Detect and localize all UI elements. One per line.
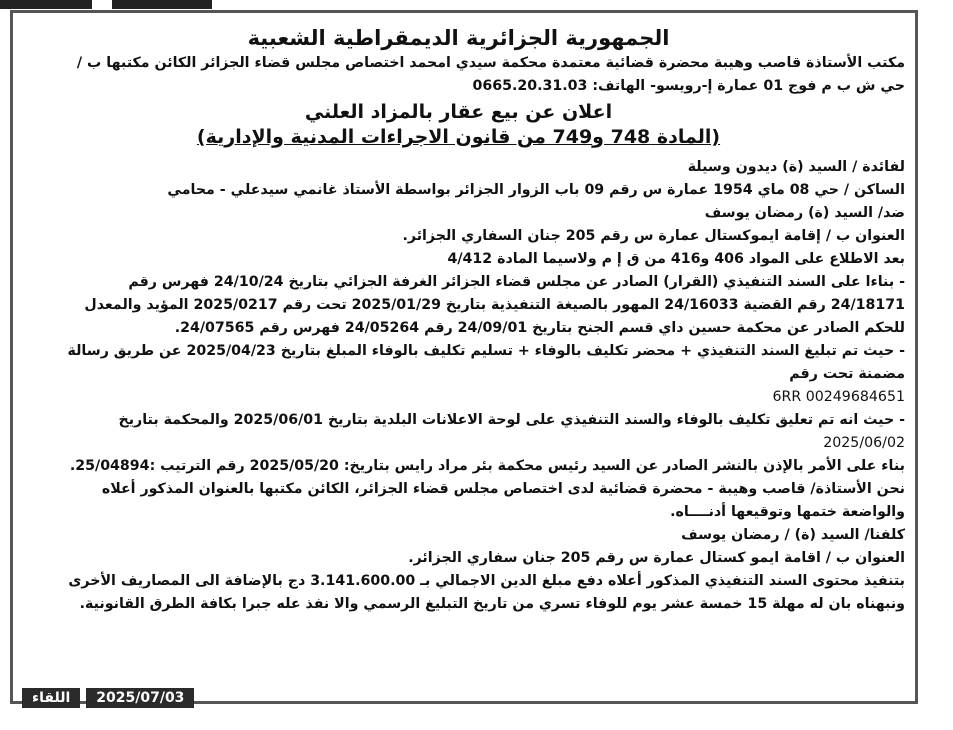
paragraph-1-line-3: للحكم الصادر عن محكمة حسين داي قسم الجنح بتاريخ 24/09/01 رقم 24/05264 فهرس رقم 24/07565. — [174, 320, 905, 336]
paragraph-1-line-2: 24/18171 رقم القضية 24/16033 المهور بالصيغة التنفيذية بتاريخ 2025/01/29 تحت رقم 2025/0217 المؤيد والمعدل — [84, 297, 905, 313]
summoned-party: كلفنا/ السيد (ة) / رمضان يوسف — [681, 527, 905, 543]
articles-text: (المادة 748 و749 من قانون الاجراءات المدنية والإدارية) — [196, 126, 721, 148]
top-strip-right — [112, 0, 212, 9]
publication-order: بناء على الأمر بالإذن بالنشر الصادر عن السيد رئيس محكمة بئر مراد رايس بتاريخ: 2025/05/20 رقم الترتيب :25/04894. — [69, 458, 905, 474]
beneficiary-address: الساكن / حي 08 ماي 1954 عمارة س رقم 09 باب الزوار الجزائر بواسطة الأستاذ غانمي سيدعلي - محامي — [167, 182, 905, 198]
execution-line-1: بتنفيذ محتوى السند التنفيذي المذكور أعلاه دفع مبلغ الدين الاجمالي بـ 3.141.600.00 دج بالإضافة الى المصاريف الأخرى — [68, 573, 905, 589]
beneficiary-line: لفائدة / السيد (ة) ديدون وسيلة — [687, 159, 905, 175]
articles-heading — [12, 124, 905, 150]
paragraph-3-line-2: 2025/06/02 — [823, 435, 905, 451]
paragraph-3-line-1: - حيث انه تم تعليق تكليف بالوفاء والسند التنفيذي على لوحة الاعلانات البلدية بتاريخ 2025/06/01 والمحكمة بتاريخ — [118, 412, 905, 428]
newspaper-name: اللقاء — [22, 688, 80, 708]
articles-reference: بعد الاطلاع على المواد 406 و416 من ق إ م ولاسيما المادة 4/412 — [447, 251, 905, 267]
notice-content — [12, 24, 905, 616]
footer-bar — [22, 688, 194, 708]
execution-line-2: ونبهناه بان له مهلة 15 خمسة عشر يوم للوفاء تسري من تاريخ التبليغ الرسمي والا نفذ عله جبرا بكافة الطرق القانونية. — [79, 596, 905, 612]
paragraph-1-line-1: - بناءا على السند التنفيذي (القرار) الصادر عن مجلس قضاء الجزائر الغرفة الجزائي بتاريخ 24/10/24 فهرس رقم — [128, 274, 905, 290]
office-line-2: حي ش ب م فوج 01 عمارة إ-رويسو- الهاتف: 0665.20.31.03 — [472, 78, 905, 94]
publication-date: 2025/07/03 — [86, 688, 194, 708]
bailiff-line-2: والواضعة ختمها وتوقيعها أدنــــاه. — [670, 504, 905, 520]
bailiff-line-1: نحن الأستاذة/ قاصب وهيبة - محضرة قضائية لدى اختصاص مجلس قضاء الجزائر، الكائن مكتبها بالعنوان المذكور أعلاه — [101, 481, 905, 497]
defendant-address: العنوان ب / إقامة ايموكستال عمارة س رقم 205 جنان السفاري الجزائر. — [402, 228, 905, 244]
top-strip-left — [0, 0, 92, 9]
defendant-line: ضد/ السيد (ة) رمضان يوسف — [704, 205, 905, 221]
office-line-1: مكتب الأستاذة قاصب وهيبة محضرة قضائية معتمدة محكمة سيدي امحمد اختصاص مجلس قضاء الجزائر الكائن مكتبها ب / — [76, 55, 905, 71]
paragraph-2-line-2: مضمنة تحت رقم — [789, 366, 905, 382]
republic-title: الجمهورية الجزائرية الديمقراطية الشعبية — [247, 26, 670, 50]
summoned-address: العنوان ب / اقامة ايمو كستال عمارة س رقم 205 جنان سفاري الجزائر. — [408, 550, 905, 566]
announcement-title: اعلان عن بيع عقار بالمزاد العلني — [304, 101, 613, 123]
paragraph-2-line-1: - حيث تم تبليغ السند التنفيذي + محضر تكليف بالوفاء + تسليم تكليف بالوفاء المبلغ بتاريخ 2025/04/23 عن طريق رسالة — [67, 343, 905, 359]
registered-letter-number: 00249684651 6RR — [772, 389, 905, 405]
